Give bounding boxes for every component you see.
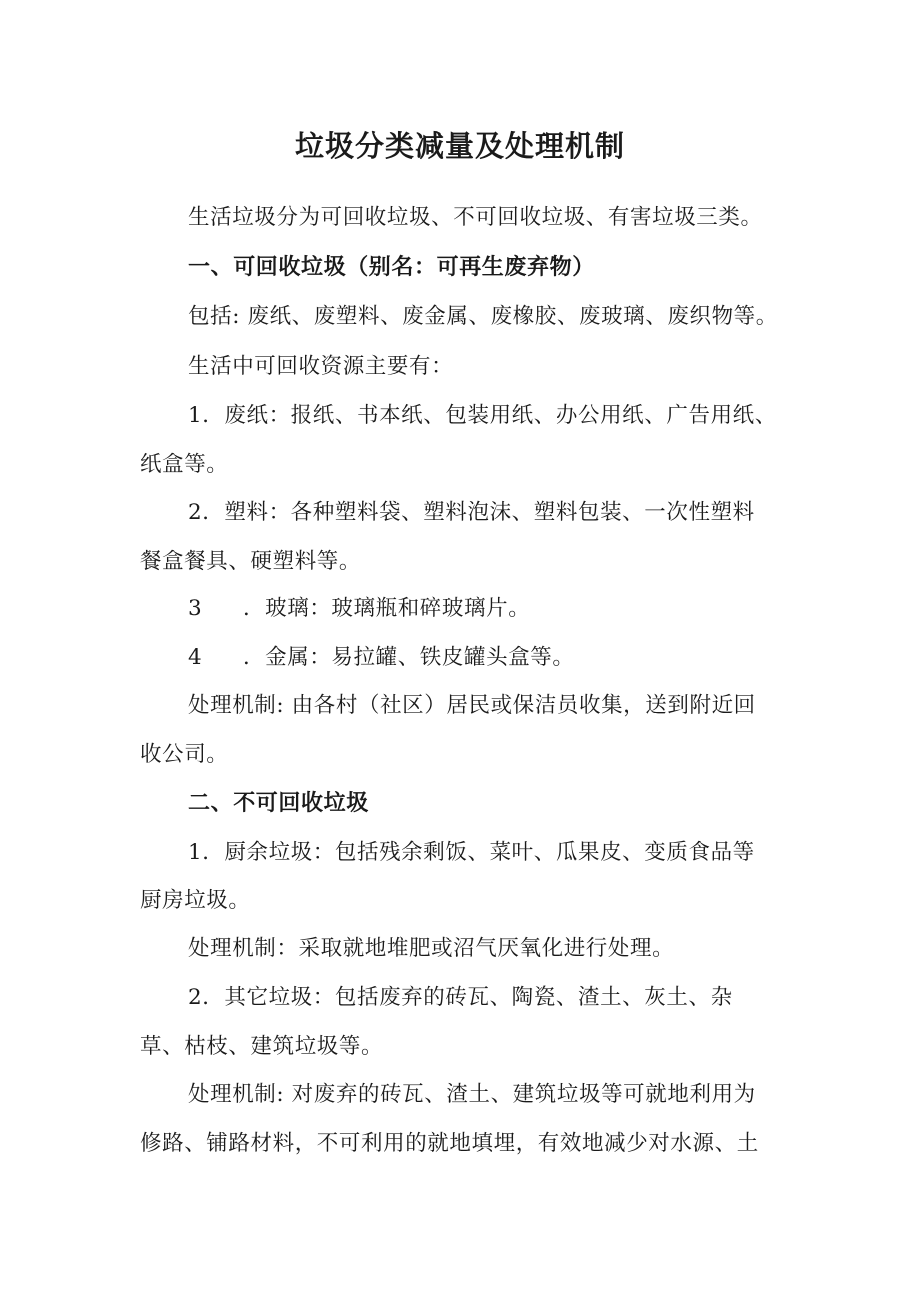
section2-item1-mechanism: 处理机制：采取就地堆肥或沼气厌氧化进行处理。 xyxy=(188,936,675,961)
section1-includes: 包括: 废纸、废塑料、废金属、废橡胶、废玻璃、废织物等。 xyxy=(188,304,778,329)
section1-resources-intro: 生活中可回收资源主要有： xyxy=(188,354,454,379)
section1-mechanism-line2: 收公司。 xyxy=(140,742,229,767)
section1-item2-line1: 2．塑料：各种塑料袋、塑料泡沫、塑料包装、一次性塑料 xyxy=(188,500,755,525)
section1-mechanism-line1: 处理机制: 由各村（社区）居民或保洁员收集，送到附近回 xyxy=(188,693,756,718)
section2-item2-line2: 草、枯枝、建筑垃圾等。 xyxy=(140,1034,384,1059)
section2-item2-line1: 2．其它垃圾：包括废弃的砖瓦、陶瓷、渣土、灰土、杂 xyxy=(188,985,733,1010)
section2-item1-line2: 厨房垃圾。 xyxy=(140,888,251,913)
section1-heading: 一、可回收垃圾（别名：可再生废弃物） xyxy=(188,255,595,280)
section1-item1-line2: 纸盒等。 xyxy=(140,452,229,477)
section1-item3-number: 3 xyxy=(188,596,203,621)
section1-item3-text: ．玻璃：玻璃瓶和碎玻璃片。 xyxy=(243,596,531,621)
section2-item1-line1: 1．厨余垃圾：包括残余剩饭、菜叶、瓜果皮、变质食品等 xyxy=(188,840,755,865)
section2-heading: 二、不可回收垃圾 xyxy=(188,791,369,816)
section2-mechanism-line2: 修路、铺路材料，不可利用的就地填埋，有效地减少对水源、土 xyxy=(140,1131,759,1156)
section1-item4-number: 4 xyxy=(188,645,203,670)
section1-item2-line2: 餐盒餐具、硬塑料等。 xyxy=(140,549,362,574)
section1-item4-text: ．金属：易拉罐、铁皮罐头盒等。 xyxy=(243,645,575,670)
intro-paragraph: 生活垃圾分为可回收垃圾、不可回收垃圾、有害垃圾三类。 xyxy=(188,205,763,230)
section1-item1-line1: 1．废纸：报纸、书本纸、包装用纸、办公用纸、广告用纸、 xyxy=(188,403,777,428)
section2-mechanism-line1: 处理机制: 对废弃的砖瓦、渣土、建筑垃圾等可就地利用为 xyxy=(188,1082,756,1107)
document-title: 垃圾分类减量及处理机制 xyxy=(294,129,625,163)
